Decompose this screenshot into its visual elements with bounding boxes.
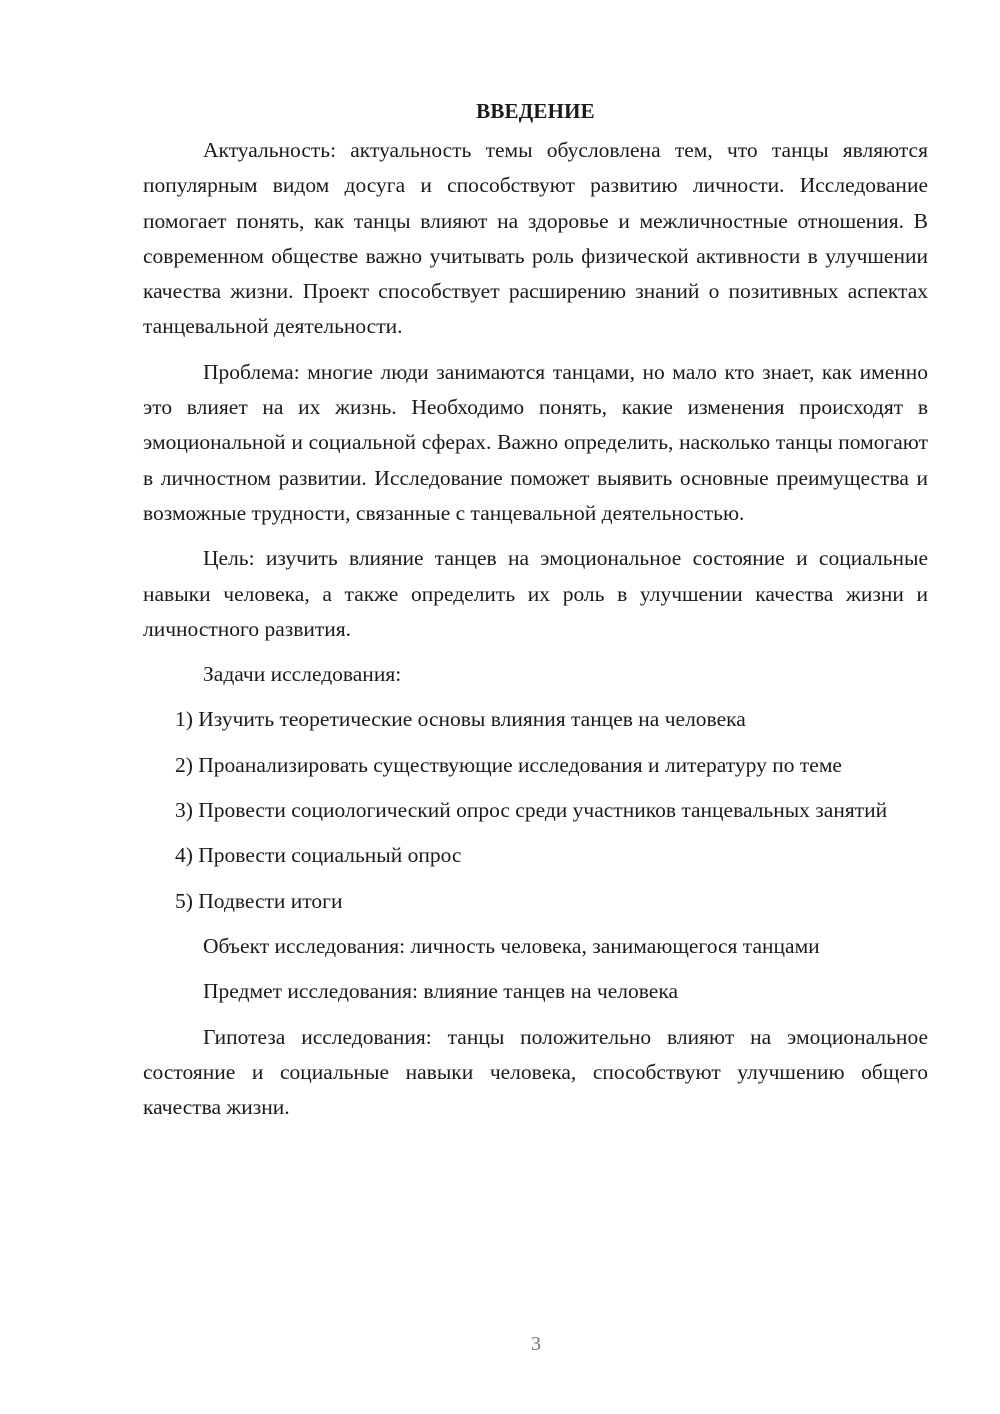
task-item-4: 4) Провести социальный опрос: [175, 843, 462, 868]
task-item-5: 5) Подвести итоги: [175, 888, 343, 913]
relevance-paragraph: Актуальность: актуальность темы обусловлена тем, что танцы являются популярным видом досуга и способствуют развитию личности. Исследование помогает понять, как танцы влияют на здоровье и межличностные отношения. В современном обществе важно учитывать роль физической активности в улучшении качества жизни. Проект способствует расширению знаний о позитивных аспектах танцевальной деятельности.: [143, 138, 928, 339]
task-item-3: 3) Провести социологический опрос среди участников танцевальных занятий: [175, 798, 888, 823]
page-number: 3: [531, 1333, 541, 1355]
goal-paragraph: Цель: изучить влияние танцев на эмоциональное состояние и социальные навыки человека, а также определить их роль в улучшении качества жизни и личностного развития.: [143, 546, 928, 641]
page-title: ВВЕДЕНИЕ: [476, 99, 595, 123]
tasks-heading: Задачи исследования:: [203, 662, 402, 687]
task-item-1: 1) Изучить теоретические основы влияния танцев на человека: [175, 707, 746, 732]
research-hypothesis: Гипотеза исследования: танцы положительно влияют на эмоциональное состояние и социальные навыки человека, способствуют улучшению общего качества жизни.: [143, 1024, 928, 1120]
problem-paragraph: Проблема: многие люди занимаются танцами, но мало кто знает, как именно это влияет на их жизнь. Необходимо понять, какие изменения происходят в эмоциональной и социальной сферах. Важно определить, насколько танцы помогают в личностном развитии. Исследование поможет выявить основные преимущества и возможные трудности, связанные с танцевальной деятельностью.: [143, 359, 928, 525]
task-item-2: 2) Проанализировать существующие исследования и литературу по теме: [175, 752, 842, 777]
research-object: Объект исследования: личность человека, занимающегося танцами: [203, 933, 820, 958]
page-content: [143, 96, 928, 1125]
research-subject: Предмет исследования: влияние танцев на человека: [203, 979, 679, 1004]
